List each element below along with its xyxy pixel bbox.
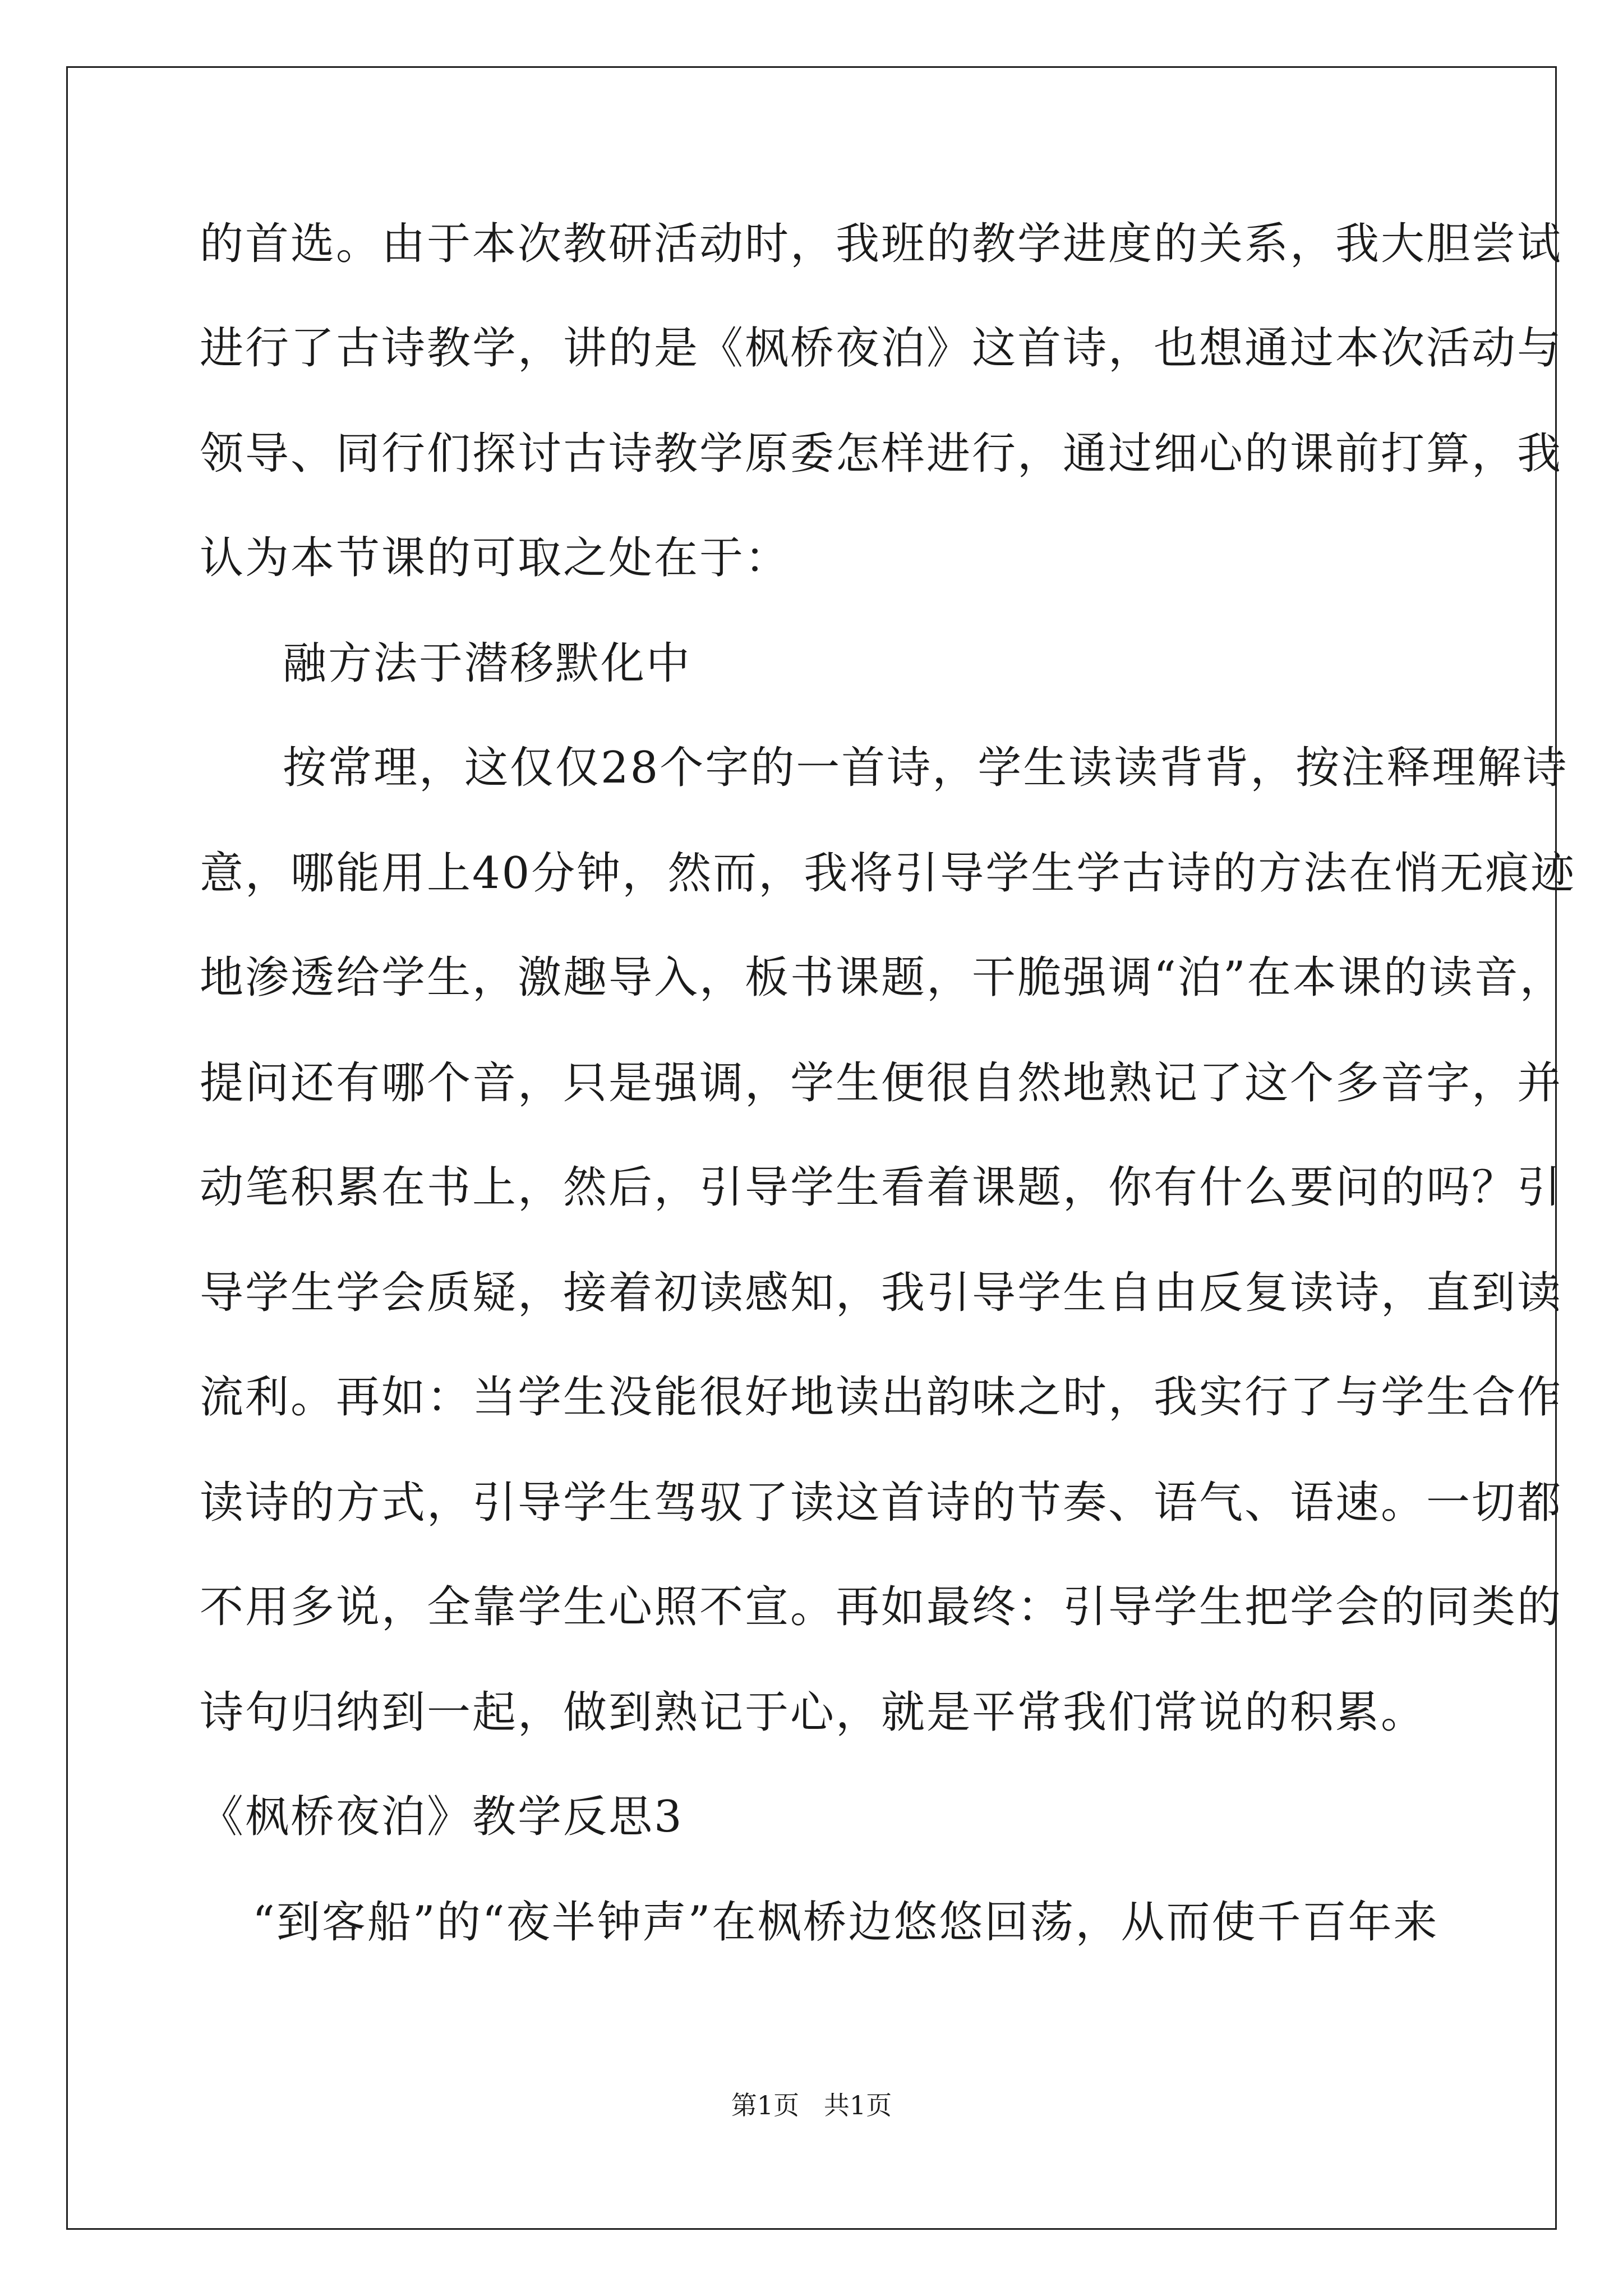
body-line: 按常理，这仅仅28个字的一首诗，学生读读背背，按注释理解诗 (283, 743, 1569, 793)
section-subheading: 融方法于潜移默化中 (283, 638, 692, 689)
body-line: 的首选。由于本次教研活动时，我班的教学进度的关系，我大胆尝试 (200, 219, 1563, 269)
body-line: 意，哪能用上40分钟，然而，我将引导学生学古诗的方法在悄无痕迹 (200, 848, 1576, 899)
page-footer: 第1页 共1页 (731, 2090, 892, 2120)
body-line: 读诗的方式，引导学生驾驭了读这首诗的节奏、语气、语速。一切都 (200, 1478, 1563, 1528)
body-line: 导学生学会质疑，接着初读感知，我引导学生自由反复读诗，直到读 (200, 1268, 1563, 1318)
body-line: 动笔积累在书上，然后，引导学生看着课题，你有什么要问的吗？引 (200, 1162, 1563, 1213)
body-line: 不用多说，全靠学生心照不宣。再如最终：引导学生把学会的同类的 (200, 1582, 1563, 1632)
body-line: 提问还有哪个音，只是强调，学生便很自然地熟记了这个多音字，并 (200, 1058, 1563, 1108)
body-line: 地渗透给学生，激趣导入，板书课题，干脆强调“泊”在本课的读音， (200, 953, 1565, 1003)
section-heading: 《枫桥夜泊》教学反思3 (200, 1792, 684, 1842)
body-line: 诗句归纳到一起，做到熟记于心，就是平常我们常说的积累。 (200, 1687, 1427, 1738)
body-line: 进行了古诗教学，讲的是《枫桥夜泊》这首诗，也想通过本次活动与 (200, 323, 1563, 374)
body-line: “到客船”的“夜半钟声”在枫桥边悠悠回荡，从而使千百年来 (252, 1897, 1439, 1948)
body-line: 流利。再如：当学生没能很好地读出韵味之时，我实行了与学生合作 (200, 1372, 1563, 1423)
body-line: 认为本节课的可取之处在于： (200, 533, 791, 583)
body-line: 领导、同行们探讨古诗教学原委怎样进行，通过细心的课前打算，我 (200, 429, 1563, 479)
